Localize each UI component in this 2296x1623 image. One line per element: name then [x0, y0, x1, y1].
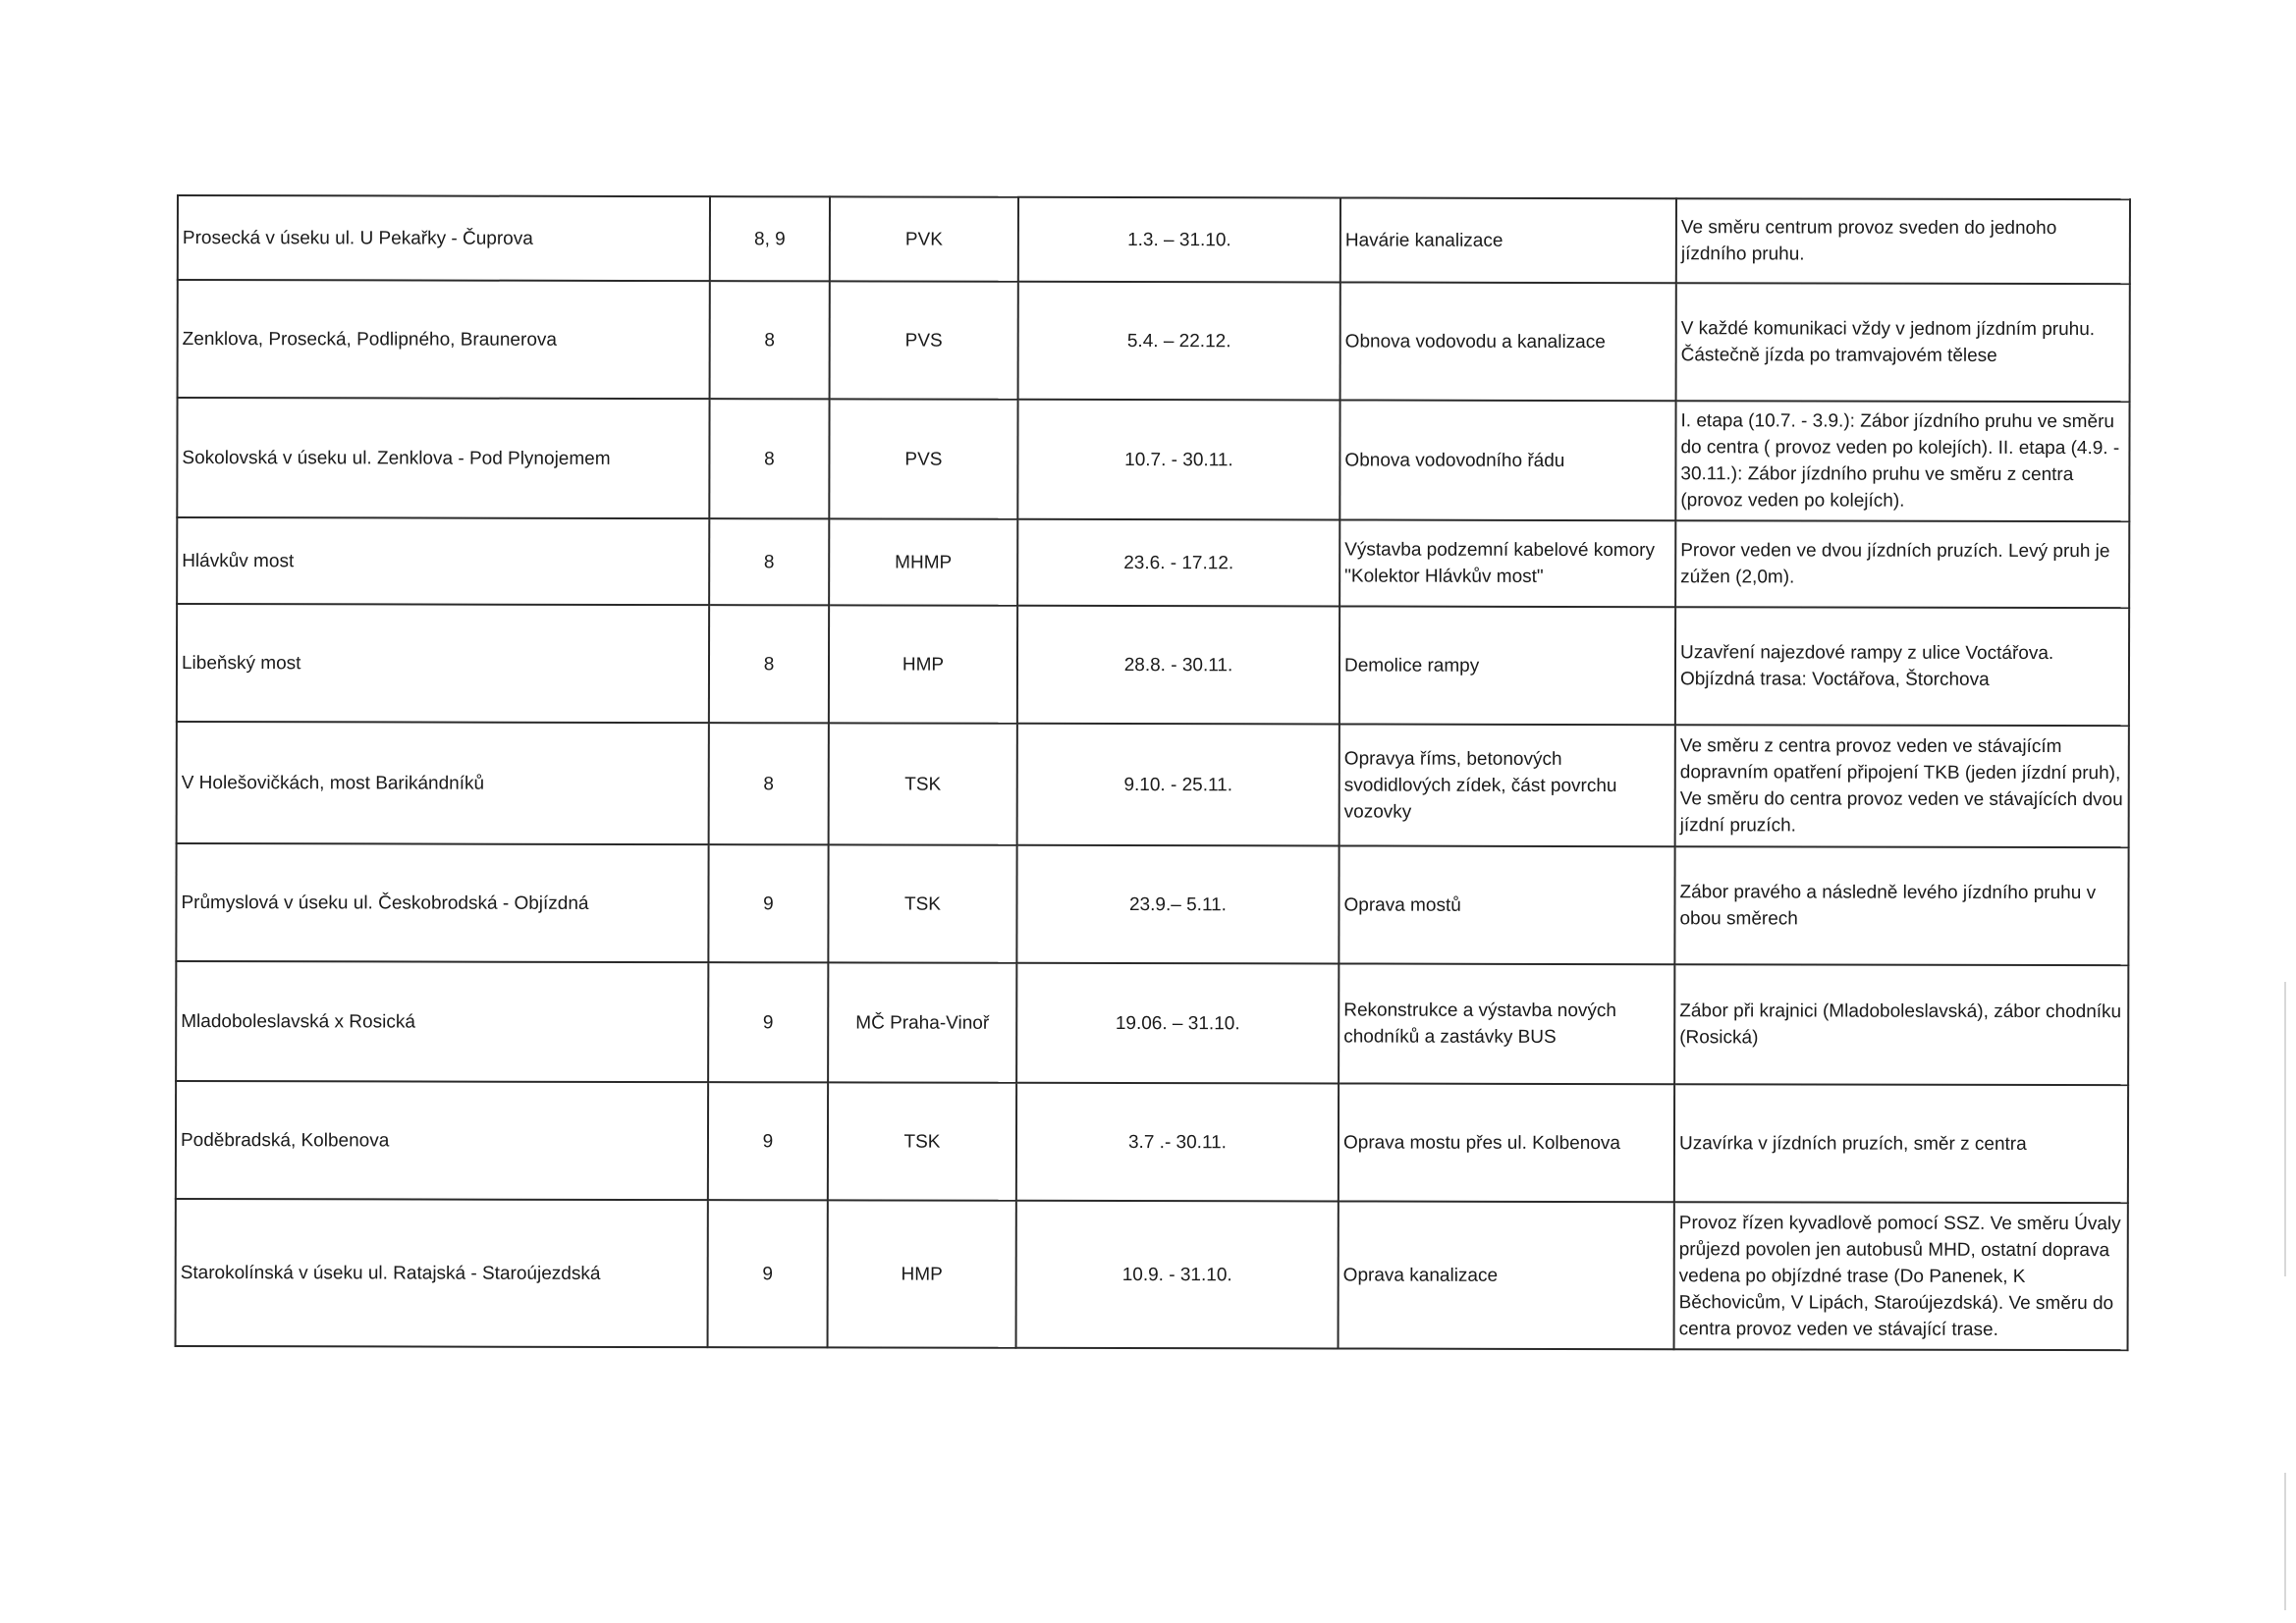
district-cell: 8, 9 [710, 196, 830, 281]
district-cell: 9 [708, 1082, 828, 1200]
term-cell: 1.3. – 31.10. [1018, 197, 1340, 283]
street-cell: Libeňský most [177, 604, 709, 723]
term-cell: 9.10. - 25.11. [1017, 724, 1339, 846]
reason-cell: Demolice rampy [1339, 606, 1675, 725]
table-row [176, 843, 2128, 965]
table-row [176, 961, 2128, 1085]
street-cell: Poděbradská, Kolbenova [176, 1081, 708, 1200]
table-row [176, 1081, 2128, 1203]
district-cell: 8 [709, 723, 829, 844]
district-cell: 9 [708, 844, 828, 962]
table-row [177, 517, 2129, 608]
term-cell: 3.7 .- 30.11. [1016, 1083, 1339, 1202]
reason-cell: Oprava kanalizace [1339, 1201, 1674, 1349]
reason-cell: Obnova vodovodu a kanalizace [1340, 282, 1676, 401]
district-cell: 8 [709, 605, 829, 723]
street-cell: Prosecká v úseku ul. U Pekařky - Čuprova [178, 195, 710, 281]
street-cell: Průmyslová v úseku ul. Českobrodská - Objízdná [176, 843, 708, 962]
road-closures-table [175, 194, 2131, 1351]
street-cell: V Holešovičkách, most Barikándníků [177, 722, 709, 844]
note-cell: Provoz řízen kyvadlově pomocí SSZ. Ve směru Úvaly průjezd povolen jen autobusů MHD, ostatní doprava vedena po objízdné trase (Do Panenek, K Běchovicům, V Lipách, Staroújezdská). Ve směru do centra provoz veden ve stávající trase. [1674, 1202, 2128, 1350]
term-cell: 5.4. – 22.12. [1018, 282, 1340, 401]
organizer-cell: MČ Praha-Vinoř [828, 962, 1016, 1082]
note-cell: Zábor pravého a následně levého jízdního pruhu v obou směrech [1674, 846, 2128, 965]
street-cell: Hlávkův most [177, 517, 709, 605]
note-cell: Provor veden ve dvou jízdních pruzích. Levý pruh je zúžen (2,0m). [1675, 520, 2129, 608]
table-row [177, 398, 2129, 521]
reason-cell: Opravya říms, betonových svodidlových zídek, část povrchu vozovky [1339, 724, 1675, 846]
term-cell: 23.9.– 5.11. [1016, 845, 1339, 964]
term-cell: 10.9. - 31.10. [1016, 1201, 1339, 1349]
reason-cell: Rekonstrukce a výstavba nových chodníků a zastávky BUS [1339, 963, 1674, 1084]
organizer-cell: HMP [828, 1200, 1016, 1347]
table-row [178, 280, 2130, 402]
street-cell: Mladoboleslavská x Rosická [176, 961, 708, 1082]
district-cell: 8 [709, 399, 829, 518]
table-row [177, 722, 2129, 847]
reason-cell: Havárie kanalizace [1340, 197, 1676, 283]
organizer-cell: TSK [829, 723, 1017, 844]
district-cell: 9 [708, 1200, 828, 1347]
organizer-cell: PVK [830, 196, 1018, 281]
reason-cell: Výstavba podzemní kabelové komory "Kolektor Hlávkův most" [1339, 519, 1675, 607]
note-cell: Zábor při krajnici (Mladoboleslavská), zábor chodníku (Rosická) [1674, 964, 2128, 1085]
organizer-cell: MHMP [829, 518, 1017, 605]
organizer-cell: PVS [830, 281, 1018, 399]
street-cell: Starokolínská v úseku ul. Ratajská - Staroújezdská [176, 1199, 708, 1347]
scan-edge-line [2284, 1473, 2286, 1610]
note-cell: I. etapa (10.7. - 3.9.): Zábor jízdního pruhu ve směru do centra ( provoz veden po kolejích). II. etapa (4.9. - 30.11.): Zábor jízdního pruhu ve směru z centra (provoz veden po kolejích). [1675, 401, 2129, 521]
note-cell: Uzavírka v jízdních pruzích, směr z centra [1674, 1084, 2128, 1203]
note-cell: Uzavření najezdové rampy z ulice Voctářova. Objízdná trasa: Voctářova, Štorchova [1675, 607, 2129, 726]
reason-cell: Oprava mostu přes ul. Kolbenova [1339, 1083, 1674, 1202]
note-cell: Ve směru centrum provoz sveden do jednoho jízdního pruhu. [1676, 198, 2130, 284]
term-cell: 23.6. - 17.12. [1017, 519, 1339, 607]
term-cell: 19.06. – 31.10. [1016, 963, 1339, 1084]
term-cell: 28.8. - 30.11. [1017, 606, 1339, 725]
term-cell: 10.7. - 30.11. [1017, 400, 1339, 520]
organizer-cell: TSK [828, 1082, 1016, 1200]
organizer-cell: HMP [829, 605, 1017, 723]
street-cell: Sokolovská v úseku ul. Zenklova - Pod Plynojemem [177, 398, 709, 518]
reason-cell: Obnova vodovodního řádu [1339, 400, 1675, 520]
street-cell: Zenklova, Prosecká, Podlipného, Braunerova [178, 280, 710, 399]
note-cell: Ve směru z centra provoz veden ve stávajícím dopravním opatření připojení TKB (jeden jízdní pruh), Ve směru do centra provoz veden ve stávajících dvou jízdní pruzích. [1675, 725, 2129, 847]
table-row [177, 604, 2129, 726]
table-row [176, 1199, 2128, 1350]
organizer-cell: PVS [829, 399, 1017, 518]
note-cell: V každé komunikaci vždy v jednom jízdním pruhu. Částečně jízda po tramvajovém tělese [1676, 283, 2130, 402]
scan-edge-line [2284, 982, 2286, 1276]
district-cell: 8 [710, 281, 830, 399]
table-row [178, 195, 2130, 284]
organizer-cell: TSK [828, 844, 1016, 962]
district-cell: 9 [708, 962, 828, 1082]
district-cell: 8 [709, 518, 829, 605]
reason-cell: Oprava mostů [1339, 845, 1674, 964]
